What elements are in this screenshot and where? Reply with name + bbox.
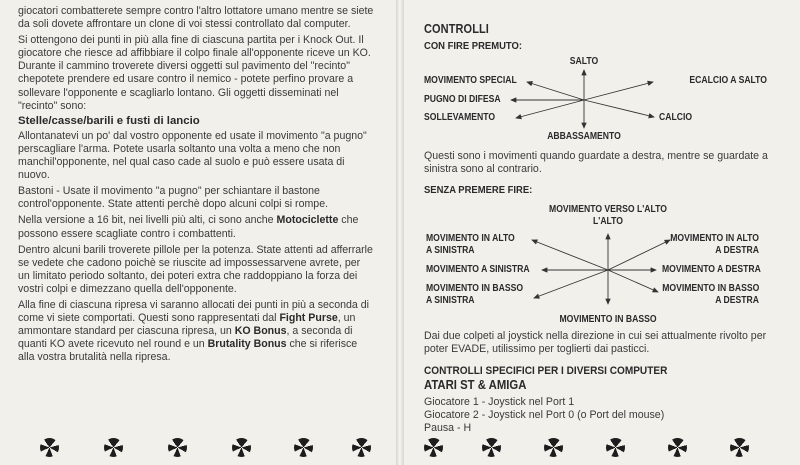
paragraph-clone: giocatori combatterete sempre contro l'altro lottatore umano mentre se siete da soli dovete affrontare un clone di voi stessi controllato dal computer.	[18, 5, 374, 31]
arrow2-down-right	[608, 270, 658, 292]
label-up-2: L'ALTO	[592, 216, 623, 227]
fight-purse-term: Fight Purse	[279, 312, 338, 325]
label-left: MOVIMENTO A SINISTRA	[426, 264, 530, 275]
arrow-up-right	[584, 82, 653, 100]
label-up-left-2: A SINISTRA	[426, 245, 475, 256]
left-page	[0, 0, 396, 465]
label-calcio: CALCIO	[659, 112, 693, 123]
ornament-icon	[606, 438, 625, 457]
label-calcio-a-salto: ECALCIO A SALTO	[689, 75, 767, 86]
control-line: Giocatore 1 - Joystick nel Port 1	[424, 396, 575, 408]
label-up-1: MOVIMENTO VERSO L'ALTO	[549, 204, 667, 215]
paragraph-throw: Allontanatevi un po' dal vostro opponente ed usate il movimento "a pugno" perscagliare l'arma. Potete usarla soltanto una volta a meno che non manchil'opponente, nel qual caso cade al suolo e può essere usata di nuovo.	[18, 129, 367, 182]
ornament-icon	[544, 438, 563, 457]
controls-title: CONTROLLI	[424, 22, 489, 36]
ko-bonus-term: KO Bonus	[234, 325, 287, 338]
label-down-right-2: A DESTRA	[715, 295, 759, 306]
ornament-icon	[232, 438, 251, 457]
ornament-icon	[104, 438, 123, 457]
book-spine	[396, 0, 404, 465]
without-fire-heading: SENZA PREMERE FIRE:	[424, 184, 533, 196]
arrow-up-left	[527, 82, 584, 100]
label-down-left-2: A SINISTRA	[426, 295, 475, 306]
objects-heading: Stelle/casse/barili e fusti di lancio	[18, 114, 200, 127]
label-pugno-di-difesa: PUGNO DI DIFESA	[424, 94, 501, 105]
paragraph-knockout: Si ottengono dei punti in più alla fine di ciascuna partita per i Knock Out. Il giocatore che riesce ad affibbiare il colpo finale all'opponente riceve un KO.	[18, 34, 371, 60]
paragraph-points: Alla fine di ciascuna ripresa vi saranno allocati dei punti in più a seconda di come vi siete comportati. Questi sono rappresentati dal Fight Purse, un ammontare standard per ciascuna ripresa, un KO Bonus, a seconda di quanti KO avete ricevuto nel round e un Brutality Bonus che si riferisce alla vostra brutalità nella ripresa.	[18, 298, 369, 364]
label-salto: SALTO	[569, 56, 599, 67]
right-page	[404, 0, 800, 465]
label-down-right-1: MOVIMENTO IN BASSO	[662, 283, 760, 294]
note-facing-direction: Questi sono i movimenti quando guardate a destra, mentre se guardate a sinistra sono al contrario.	[424, 150, 768, 176]
with-fire-heading: CON FIRE PREMUTO:	[424, 40, 523, 52]
arrow-down-right	[584, 100, 654, 117]
controls-list	[424, 396, 784, 435]
label-sollevamento: SOLLEVAMENTO	[424, 112, 496, 123]
arrow-down-left	[516, 100, 584, 118]
platforms-heading: ATARI ST & AMIGA	[424, 378, 527, 392]
specific-controls-heading: CONTROLLI SPECIFICI PER I DIVERSI COMPUTER	[424, 365, 668, 377]
ornament-icon	[668, 438, 687, 457]
label-abbassamento: ABBASSAMENTO	[547, 131, 621, 142]
label-up-left-1: MOVIMENTO IN ALTO	[426, 233, 515, 244]
ornament-icon	[168, 438, 187, 457]
paragraph-objects: Durante il cammino troverete diversi oggetti sul pavimento del "recinto" chepotete prendere ed usare contro il nemico - potete perfino provare a sollevare l'opponente e scagliarlo lontano. Gli oggetti disseminati nel "recinto" sono:	[18, 60, 354, 112]
paragraph-motorcycles: Nella versione a 16 bit, nei livelli più alti, ci sono anche Motociclette che possono essere scagliate contro i combattenti.	[18, 214, 359, 240]
note-evade: Dai due colpeti al joystick nella direzione in cui sei attualmente rivolto per poter EVADE, utilissimo per toglierti dai pasticci.	[424, 330, 767, 356]
ornament-icon	[294, 438, 313, 457]
control-line: Giocatore 2 - Joystick nel Port 0 (o Port del mouse)	[424, 409, 665, 422]
label-movimento-special: MOVIMENTO SPECIAL	[424, 75, 517, 86]
arrow2-down-left	[534, 270, 608, 298]
ornament-icon	[352, 438, 371, 457]
ornament-icon	[482, 438, 501, 457]
paragraph-sticks: Bastoni - Usate il movimento "a pugno" per schiantare il bastone control'opponente. State attenti perchè dopo alcuni colpi si rompe.	[18, 185, 329, 211]
arrow2-up-right	[608, 240, 670, 270]
label-right: MOVIMENTO A DESTRA	[662, 264, 761, 275]
arrow2-up-left	[532, 240, 608, 270]
motorcycles-term: Motociclette	[276, 214, 339, 227]
brutality-bonus-term: Brutality Bonus	[207, 338, 287, 351]
control-line: Pausa - H	[424, 422, 472, 435]
ornament-icon	[40, 438, 59, 457]
paragraph-pills: Dentro alcuni barili troverete pillole per la potenza. State attenti ad afferrarle se vedete che cadono poichè se riuscite ad impossessarvene avrete, per un limitato periodo soltanto, dei poteri extra che raddoppiano la forza dei vostri colpi e dimezzano quella dell'opponente.	[18, 243, 373, 295]
label-up-right-2: A DESTRA	[715, 245, 759, 256]
label-down: MOVIMENTO IN BASSO	[559, 314, 657, 325]
label-up-right-1: MOVIMENTO IN ALTO	[670, 233, 759, 244]
ornament-icon	[730, 438, 749, 457]
left-column	[18, 5, 374, 367]
ornament-icon	[424, 438, 443, 457]
label-down-left-1: MOVIMENTO IN BASSO	[426, 283, 524, 294]
